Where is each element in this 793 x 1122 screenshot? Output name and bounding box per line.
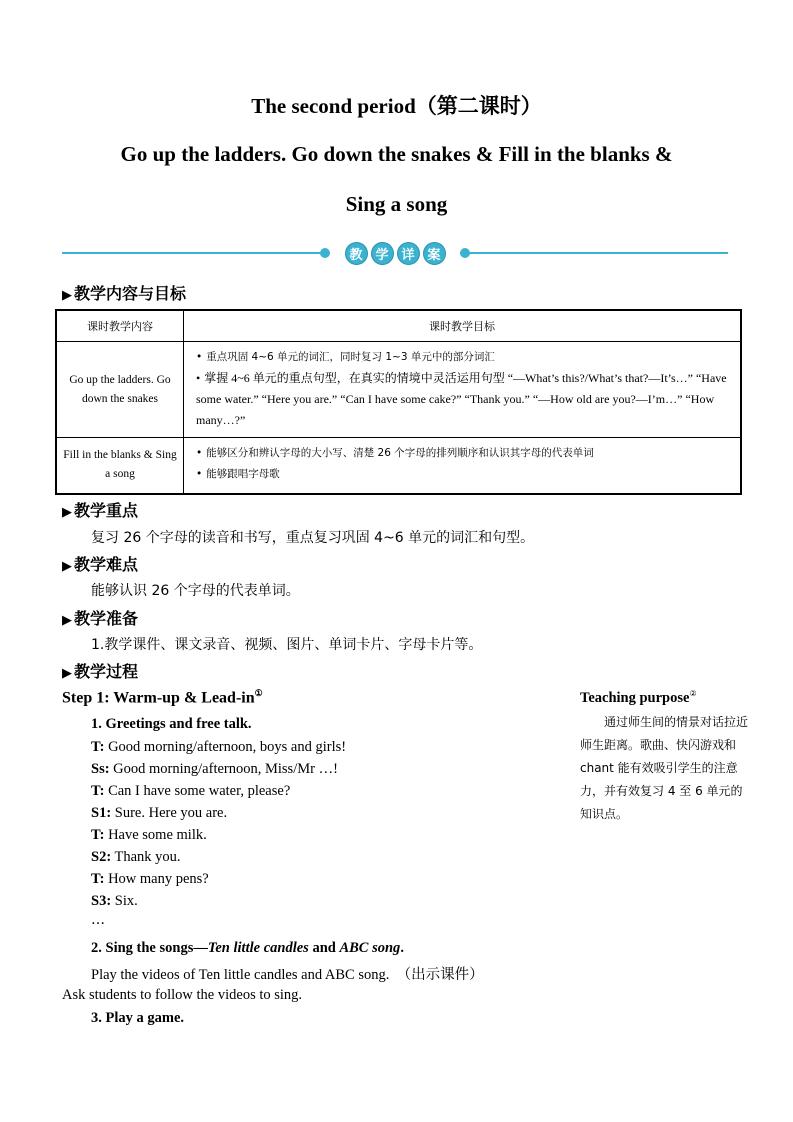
footnote-marker: ②: [689, 689, 697, 698]
teaching-purpose-title: Teaching purpose②: [580, 689, 697, 706]
goal-item: • 掌握 4~6 单元的重点句型，在真实的情境中灵活运用句型 “—What’s this?/What’s that?—It’s…” “Have some water.” “Here you are.” “Can I have some cake?” “Thank you.” “—How old are you?—I’m…” “How many…?”: [196, 370, 727, 427]
banner-char: 案: [423, 242, 446, 265]
dialogue-line: T: Have some milk.: [91, 827, 207, 843]
teaching-purpose-text: 通过师生间的情景对话拉近师生距离。歌曲、快闪游戏和 chant 能有效吸引学生的注意力，并有效复习 4 至 6 单元的知识点。: [580, 715, 749, 821]
dialogue-line: T: Can I have some water, please?: [91, 783, 291, 799]
banner-label: [330, 241, 460, 265]
greetings-heading: 1. Greetings and free talk.: [91, 716, 252, 732]
row-goals: [184, 342, 742, 438]
table-row: [56, 438, 741, 494]
step1-title: Step 1: Warm-up & Lead-in①: [62, 688, 263, 707]
teaching-plan-banner: [62, 240, 728, 268]
play-videos-text: Play the videos of Ten little candles and ABC song. （出示课件）: [91, 967, 484, 983]
banner-dot-left: [320, 248, 330, 258]
banner-line-left: [62, 252, 320, 254]
bullet-icon: •: [196, 447, 203, 460]
row-content: Fill in the blanks & Sing a song: [56, 438, 184, 494]
difficulties-text: 能够认识 26 个字母的代表单词。: [91, 583, 300, 599]
dialogue-line: T: Good morning/afternoon, boys and girls!: [91, 739, 347, 755]
triangle-bullet-icon: ▶: [62, 613, 72, 628]
goal-item: • 能够区分和辨认字母的大小写、清楚 26 个字母的排列顺序和认识其字母的代表单词: [196, 447, 594, 460]
dialogue-line: S2: Thank you.: [91, 849, 181, 865]
section-preparation: ▶ 教学准备: [62, 609, 139, 628]
section-process: ▶ 教学过程: [62, 662, 139, 681]
section-key-points: ▶ 教学重点: [62, 501, 139, 520]
triangle-bullet-icon: ▶: [62, 288, 72, 303]
lesson-title-cont: Sing a song: [345, 192, 448, 216]
table-row: [56, 342, 741, 438]
period-title: The second period（第二课时）: [251, 94, 542, 118]
goal-item: • 重点巩固 4~6 单元的词汇，同时复习 1~3 单元中的部分词汇: [196, 350, 495, 363]
dialogue-line: S1: Sure. Here you are.: [91, 805, 228, 821]
dialogue-line: T: How many pens?: [91, 871, 209, 887]
triangle-bullet-icon: ▶: [62, 505, 72, 520]
banner-char: 详: [397, 242, 420, 265]
triangle-bullet-icon: ▶: [62, 559, 72, 574]
triangle-bullet-icon: ▶: [62, 666, 72, 681]
table-header-goals: 课时教学目标: [184, 310, 742, 342]
bullet-icon: •: [196, 370, 201, 385]
bullet-icon: •: [196, 350, 203, 363]
dialogue-line: S3: Six.: [91, 893, 138, 909]
bullet-icon: •: [196, 468, 203, 481]
dialogue-ellipsis: …: [91, 912, 105, 928]
dialogue-line: Ss: Good morning/afternoon, Miss/Mr …!: [91, 761, 338, 777]
table-header-content: 课时教学内容: [56, 310, 184, 342]
banner-char: 学: [371, 242, 394, 265]
preparation-text: 1.教学课件、课文录音、视频、图片、单词卡片、字母卡片等。: [91, 637, 483, 653]
footnote-marker: ①: [254, 688, 263, 698]
ask-students-text: Ask students to follow the videos to sing.: [62, 987, 303, 1003]
play-game-heading: 3. Play a game.: [91, 1010, 185, 1026]
sing-songs-heading: 2. Sing the songs—Ten little candles and ABC song.: [91, 940, 404, 956]
key-points-text: 复习 26 个字母的读音和书写，重点复习巩固 4~6 单元的词汇和句型。: [91, 530, 535, 546]
lesson-title: Go up the ladders. Go down the snakes & Fill in the blanks &: [120, 142, 673, 166]
banner-line-right: [467, 252, 728, 254]
row-content: Go up the ladders. Go down the snakes: [56, 342, 184, 438]
section-content-goals: ▶ 教学内容与目标: [62, 284, 187, 303]
goal-item: • 能够跟唱字母歌: [196, 468, 280, 481]
objectives-table: [55, 309, 742, 495]
section-difficulties: ▶ 教学难点: [62, 555, 139, 574]
banner-char: 教: [345, 242, 368, 265]
row-goals: [184, 438, 742, 494]
